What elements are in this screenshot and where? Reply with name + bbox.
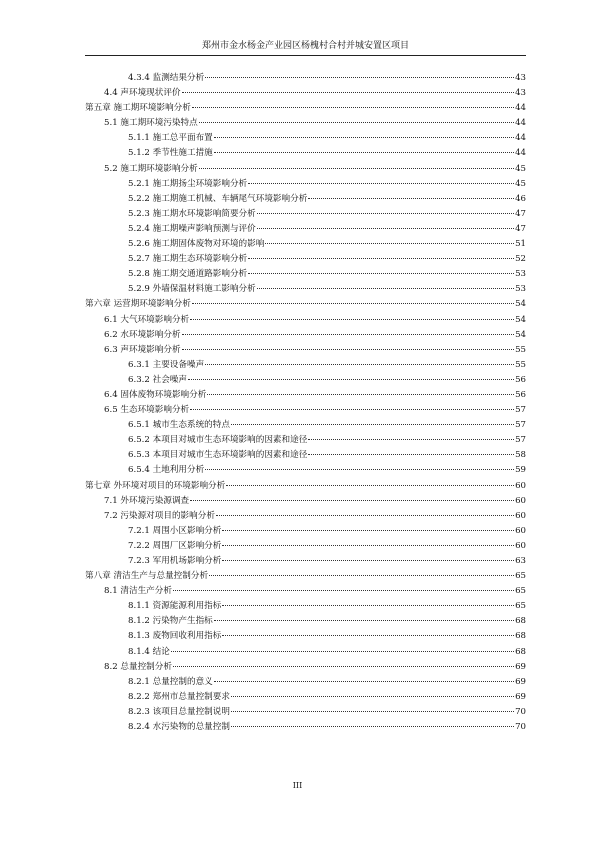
toc-entry[interactable] (85, 569, 526, 584)
toc-dot-leader (199, 122, 514, 123)
toc-dot-leader (205, 77, 514, 78)
toc-entry-page: 57 (515, 405, 526, 416)
toc-dot-leader (171, 651, 514, 652)
toc-entry-page: 44 (515, 148, 526, 159)
toc-dot-leader (222, 545, 514, 546)
toc-dot-leader (207, 394, 514, 395)
toc-dot-leader (222, 605, 514, 606)
toc-dot-leader (308, 454, 514, 455)
toc-dot-leader (199, 168, 514, 169)
toc-dot-leader (248, 258, 514, 259)
toc-dot-leader (226, 485, 514, 486)
toc-entry-title: 5.2.9 外墙保温材料施工影响分析 (128, 284, 256, 295)
toc-entry-page: 60 (515, 525, 526, 536)
toc-entry[interactable] (85, 222, 526, 237)
toc-entry-title: 5.2 施工期环境影响分析 (104, 163, 198, 174)
toc-entry-page: 60 (515, 480, 526, 491)
toc-entry[interactable] (85, 539, 526, 554)
page-number: III (292, 781, 303, 790)
toc-entry[interactable] (85, 252, 526, 267)
toc-entry-title: 5.1.2 季节性施工措施 (128, 148, 213, 159)
toc-entry-title: 5.2.1 施工期扬尘环境影响分析 (128, 178, 248, 189)
toc-entry-page: 54 (515, 299, 526, 310)
toc-dot-leader (308, 198, 514, 199)
toc-entry[interactable] (85, 720, 526, 735)
toc-dot-leader (214, 620, 514, 621)
toc-entry[interactable] (85, 373, 526, 388)
toc-entry-title: 6.5 生态环境影响分析 (104, 405, 190, 416)
toc-entry[interactable] (85, 116, 526, 131)
toc-entry-title: 8.1.4 结论 (128, 646, 170, 657)
toc-entry[interactable] (85, 297, 526, 312)
toc-entry-title: 5.2.3 施工期水环境影响简要分析 (128, 208, 256, 219)
toc-entry[interactable] (85, 358, 526, 373)
toc-entry[interactable] (85, 479, 526, 494)
toc-dot-leader (216, 515, 514, 516)
toc-entry-title: 6.2 水环境影响分析 (104, 329, 181, 340)
toc-entry-title: 5.2.8 施工期交通道路影响分析 (128, 269, 248, 280)
toc-entry-page: 65 (515, 571, 526, 582)
toc-entry[interactable] (85, 162, 526, 177)
toc-entry-page: 68 (515, 646, 526, 657)
toc-entry-title: 6.5.3 本项目对城市生态环境影响的因素和途径 (128, 450, 308, 461)
toc-dot-leader (231, 726, 514, 727)
toc-dot-leader (257, 213, 514, 214)
toc-entry-page: 68 (515, 631, 526, 642)
toc-entry-page: 44 (515, 133, 526, 144)
toc-entry[interactable] (85, 343, 526, 358)
toc-dot-leader (190, 319, 514, 320)
toc-entry[interactable] (85, 705, 526, 720)
toc-entry-title: 6.3 声环境影响分析 (104, 344, 181, 355)
toc-entry-title: 6.5.1 城市生态系统的特点 (128, 420, 230, 431)
toc-entry[interactable] (85, 675, 526, 690)
toc-entry-page: 56 (515, 374, 526, 385)
toc-dot-leader (214, 152, 514, 153)
toc-dot-leader (182, 92, 515, 93)
toc-entry-title: 6.5.4 土地利用分析 (128, 465, 205, 476)
toc-dot-leader (265, 243, 514, 244)
toc-dot-leader (222, 560, 514, 561)
toc-dot-leader (248, 183, 514, 184)
toc-entry-page: 59 (515, 465, 526, 476)
toc-entry[interactable] (85, 690, 526, 705)
toc-dot-leader (209, 575, 514, 576)
toc-entry[interactable] (85, 267, 526, 282)
toc-entry-page: 55 (515, 359, 526, 370)
toc-entry-page: 68 (515, 616, 526, 627)
toc-entry-page: 53 (515, 284, 526, 295)
toc-entry-title: 8.2.1 总量控制的意义 (128, 676, 213, 687)
toc-entry-page: 57 (515, 420, 526, 431)
toc-entry[interactable] (85, 86, 526, 101)
toc-entry-title: 5.2.6 施工期固体废物对环境的影响 (128, 239, 265, 250)
toc-entry-title: 7.2.1 周围小区影响分析 (128, 525, 222, 536)
toc-entry-page: 70 (515, 706, 526, 717)
toc-entry-title: 7.2 污染源对项目的影响分析 (104, 510, 215, 521)
toc-entry[interactable] (85, 328, 526, 343)
toc-entry[interactable] (85, 418, 526, 433)
toc-entry[interactable] (85, 177, 526, 192)
toc-entry-page: 58 (515, 450, 526, 461)
toc-entry-title: 8.1.1 资源能源利用指标 (128, 601, 222, 612)
toc-entry-page: 52 (515, 254, 526, 265)
toc-entry[interactable] (85, 237, 526, 252)
toc-entry[interactable] (85, 509, 526, 524)
toc-entry-title: 第七章 外环境对项目的环境影响分析 (85, 480, 226, 491)
toc-entry-title: 8.2 总量控制分析 (104, 661, 172, 672)
toc-entry[interactable] (85, 660, 526, 675)
toc-dot-leader (188, 379, 514, 380)
toc-entry-title: 第八章 清洁生产与总量控制分析 (85, 571, 209, 582)
toc-dot-leader (257, 228, 514, 229)
toc-dot-leader (222, 635, 514, 636)
toc-entry[interactable] (85, 524, 526, 539)
toc-entry-title: 8.2.3 该项目总量控制说明 (128, 706, 230, 717)
toc-dot-leader (182, 349, 515, 350)
toc-dot-leader (231, 711, 514, 712)
toc-dot-leader (205, 469, 514, 470)
toc-entry[interactable] (85, 207, 526, 222)
toc-entry-title: 8.1 清洁生产分析 (104, 586, 172, 597)
toc-entry-title: 6.5.2 本项目对城市生态环境影响的因素和途径 (128, 435, 308, 446)
toc-entry-title: 4.4 声环境现状评价 (104, 88, 181, 99)
toc-entry-page: 45 (515, 163, 526, 174)
toc-entry-title: 4.3.4 监测结果分析 (128, 73, 205, 83)
header-rule (85, 55, 526, 56)
toc-entry[interactable] (85, 629, 526, 644)
toc-dot-leader (190, 409, 514, 410)
toc-entry[interactable] (85, 192, 526, 207)
toc-entry[interactable] (85, 131, 526, 146)
toc-entry-page: 47 (515, 223, 526, 234)
toc-entry-title: 8.1.3 废物回收利用指标 (128, 631, 222, 642)
toc-entry-page: 43 (515, 88, 526, 99)
toc-entry-page: 65 (515, 601, 526, 612)
toc-entry-page: 57 (515, 435, 526, 446)
toc-dot-leader (192, 107, 514, 108)
toc-dot-leader (173, 666, 514, 667)
toc-entry-page: 70 (515, 722, 526, 733)
toc-entry-page: 69 (515, 661, 526, 672)
toc-entry[interactable] (85, 71, 526, 86)
toc-entry-page: 54 (515, 329, 526, 340)
toc-entry-title: 第五章 施工期环境影响分析 (85, 103, 191, 114)
toc-entry-page: 60 (515, 540, 526, 551)
toc-entry-page: 44 (515, 118, 526, 129)
toc-dot-leader (192, 303, 514, 304)
toc-entry[interactable] (85, 101, 526, 116)
toc-entry-page: 46 (515, 193, 526, 204)
toc-entry[interactable] (85, 282, 526, 297)
toc-dot-leader (190, 500, 514, 501)
toc-entry[interactable] (85, 554, 526, 569)
toc-dot-leader (257, 288, 514, 289)
toc-entry[interactable] (85, 403, 526, 418)
toc-entry[interactable] (85, 463, 526, 478)
toc-dot-leader (231, 696, 514, 697)
table-of-contents (85, 71, 526, 735)
toc-entry[interactable] (85, 494, 526, 509)
toc-entry-title: 6.3.1 主要设备噪声 (128, 359, 205, 370)
toc-entry-title: 6.3.2 社会噪声 (128, 374, 187, 385)
toc-entry[interactable] (85, 448, 526, 463)
toc-dot-leader (214, 681, 514, 682)
toc-dot-leader (205, 364, 514, 365)
toc-entry-title: 8.2.2 郑州市总量控制要求 (128, 691, 230, 702)
toc-entry-page: 47 (515, 208, 526, 219)
toc-entry[interactable] (85, 599, 526, 614)
toc-entry[interactable] (85, 146, 526, 161)
toc-entry-page: 69 (515, 691, 526, 702)
toc-entry-page: 51 (515, 239, 526, 250)
toc-entry-page: 56 (515, 389, 526, 400)
toc-entry[interactable] (85, 313, 526, 328)
toc-entry-title: 8.1.2 污染物产生指标 (128, 616, 213, 627)
toc-entry-title: 6.1 大气环境影响分析 (104, 314, 190, 325)
toc-dot-leader (231, 424, 514, 425)
toc-entry[interactable] (85, 388, 526, 403)
toc-entry-page: 55 (515, 344, 526, 355)
toc-entry-title: 5.1.1 施工总平面布置 (128, 133, 213, 144)
toc-entry-page: 60 (515, 510, 526, 521)
toc-entry-page: 53 (515, 269, 526, 280)
toc-entry-title: 第六章 运营期环境影响分析 (85, 299, 191, 310)
toc-entry-title: 7.2.3 军用机场影响分析 (128, 556, 222, 566)
toc-dot-leader (248, 273, 514, 274)
toc-entry-page: 45 (515, 178, 526, 189)
toc-dot-leader (173, 590, 514, 591)
toc-entry-title: 5.2.4 施工期噪声影响预测与评价 (128, 223, 256, 234)
toc-entry[interactable] (85, 433, 526, 448)
toc-dot-leader (214, 137, 514, 138)
toc-entry[interactable] (85, 584, 526, 599)
toc-entry-title: 5.2.2 施工期施工机械、车辆尾气环境影响分析 (128, 193, 308, 204)
toc-entry-title: 5.1 施工期环境污染特点 (104, 118, 198, 129)
toc-entry-page: 65 (515, 586, 526, 597)
toc-entry[interactable] (85, 614, 526, 629)
toc-entry[interactable] (85, 645, 526, 660)
toc-entry-page: 63 (515, 556, 526, 566)
toc-entry-page: 54 (515, 314, 526, 325)
toc-entry-title: 6.4 固体废物环境影响分析 (104, 389, 207, 400)
toc-dot-leader (222, 530, 514, 531)
toc-entry-page: 44 (515, 103, 526, 114)
toc-entry-page: 43 (515, 73, 526, 83)
toc-entry-page: 69 (515, 676, 526, 687)
toc-entry-title: 8.2.4 水污染物的总量控制 (128, 722, 230, 733)
toc-dot-leader (182, 334, 515, 335)
toc-dot-leader (308, 439, 514, 440)
page-header: 郑州市金水杨金产业园区杨槐村合村并城安置区项目 (201, 41, 409, 51)
toc-entry-title: 7.1 外环境污染源调查 (104, 495, 190, 506)
toc-entry-page: 60 (515, 495, 526, 506)
toc-entry-title: 7.2.2 周围厂区影响分析 (128, 540, 222, 551)
toc-entry-title: 5.2.7 施工期生态环境影响分析 (128, 254, 248, 265)
